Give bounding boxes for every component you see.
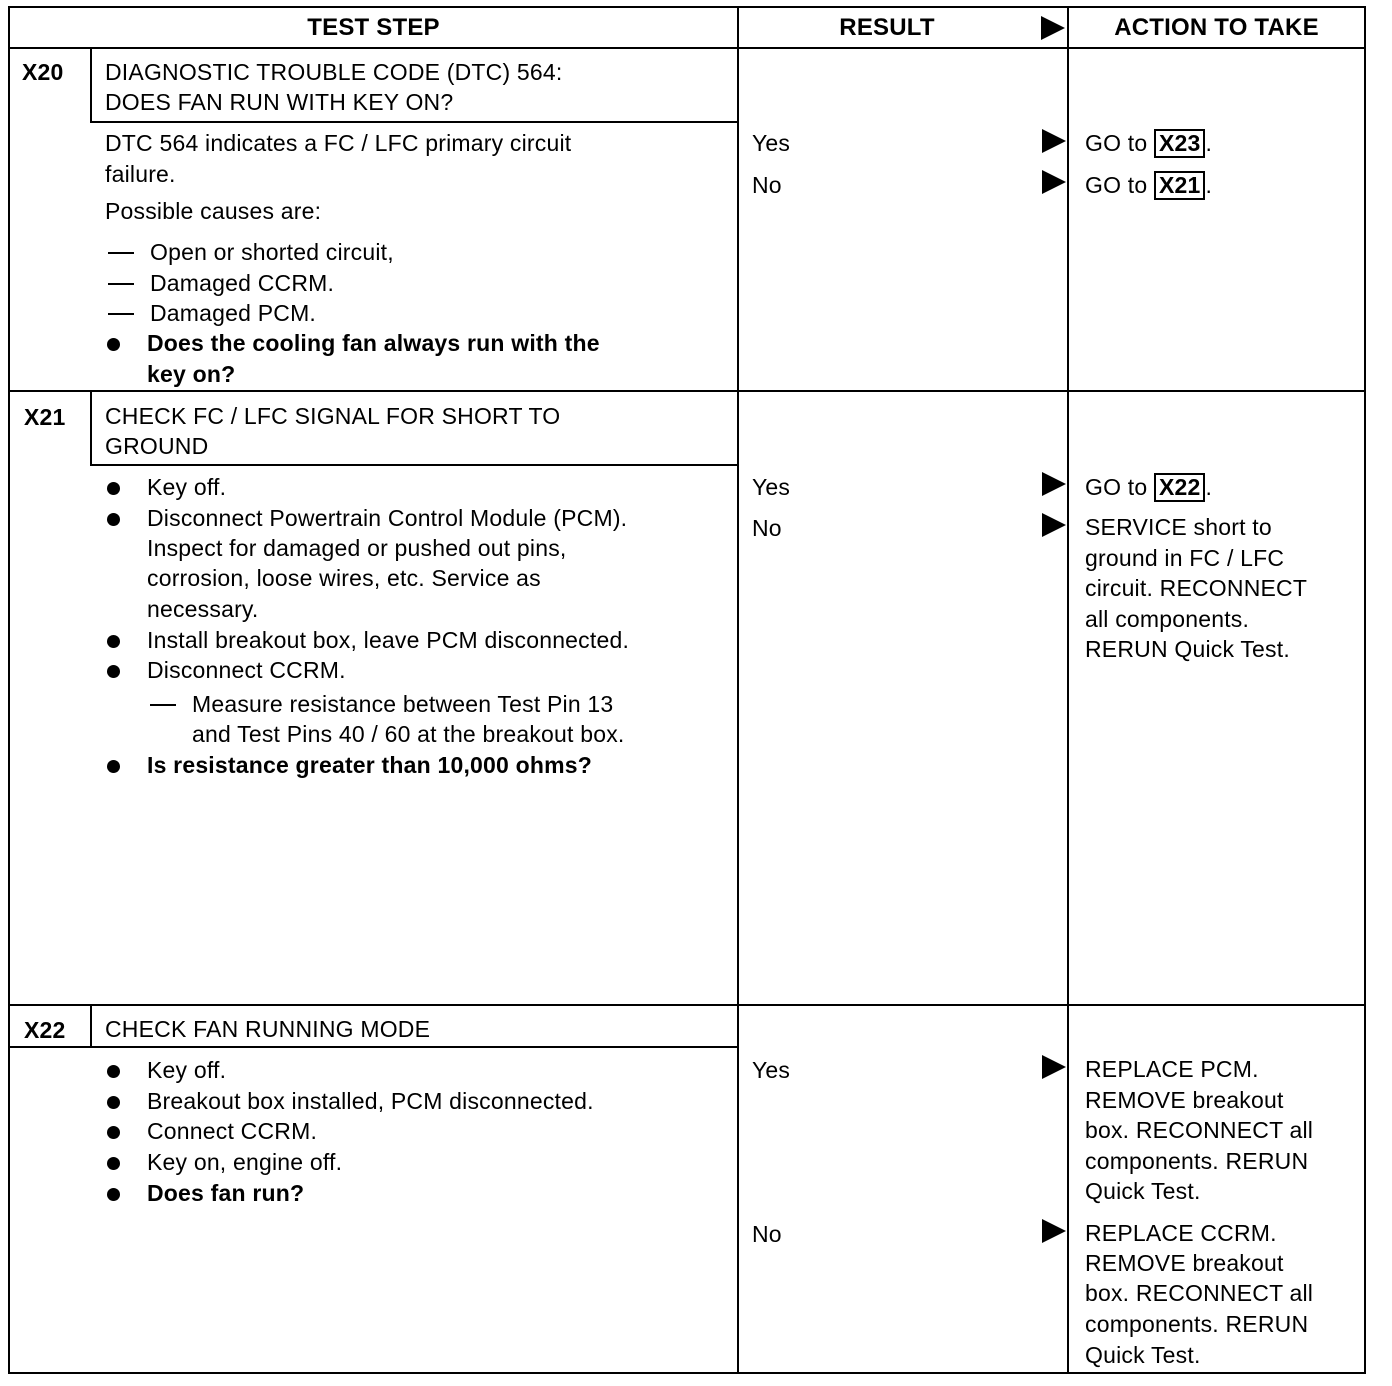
- rule-x22-title: [8, 1046, 737, 1048]
- x22-no-action-line1: REPLACE CCRM.: [1085, 1220, 1277, 1246]
- x22-step-3: Connect CCRM.: [147, 1118, 318, 1144]
- x22-no-action-line4: components. RERUN: [1085, 1311, 1309, 1337]
- x22-no-action-line2: REMOVE breakout: [1085, 1250, 1284, 1276]
- x21-title-line1: CHECK FC / LFC SIGNAL FOR SHORT TO: [105, 403, 561, 429]
- rule-x21-bottom: [8, 1004, 1366, 1006]
- bullet-icon: [107, 760, 120, 773]
- x22-question: Does fan run?: [147, 1180, 305, 1206]
- arrow-right-icon: [1042, 1219, 1066, 1243]
- x20-body-line1: DTC 564 indicates a FC / LFC primary circuit: [105, 130, 572, 156]
- x20-title-line2: DOES FAN RUN WITH KEY ON?: [105, 89, 454, 115]
- x22-yes-action-line3: box. RECONNECT all: [1085, 1117, 1314, 1143]
- x21-step-1: Key off.: [147, 474, 227, 500]
- x21-question: Is resistance greater than 10,000 ohms?: [147, 752, 593, 778]
- header-action: ACTION TO TAKE: [1114, 14, 1319, 41]
- rule-x20-bottom: [8, 390, 1366, 392]
- x20-possible-causes: Possible causes are:: [105, 198, 322, 224]
- x21-step-2-line3: corrosion, loose wires, etc. Service as: [147, 565, 541, 591]
- bullet-icon: [107, 482, 120, 495]
- step-ref-x21[interactable]: X21: [1154, 171, 1206, 200]
- bullet-icon: [107, 513, 120, 526]
- x20-title-line1: DIAGNOSTIC TROUBLE CODE (DTC) 564:: [105, 59, 563, 85]
- x21-step-4: Disconnect CCRM.: [147, 657, 346, 683]
- x20-action-no: GO to X21 .: [1085, 172, 1213, 198]
- x21-sub-line2: and Test Pins 40 / 60 at the breakout box.: [192, 721, 625, 747]
- x21-title-line2: GROUND: [105, 433, 209, 459]
- header-test-step: TEST STEP: [307, 14, 440, 41]
- header-result: RESULT: [839, 14, 935, 41]
- dash-icon: [108, 252, 134, 254]
- dash-icon: [150, 704, 176, 706]
- step-id-x20: X20: [22, 59, 64, 85]
- rule-right: [1364, 6, 1366, 1374]
- x21-result-no: No: [752, 515, 782, 541]
- x22-no-action-line3: box. RECONNECT all: [1085, 1280, 1314, 1306]
- header-arrow-icon: [1041, 16, 1065, 40]
- arrow-right-icon: [1042, 1055, 1066, 1079]
- x21-step-2-line4: necessary.: [147, 596, 259, 622]
- rule-result-left: [737, 6, 739, 1374]
- x20-cause-1: Open or shorted circuit,: [150, 239, 394, 265]
- x21-result-yes: Yes: [752, 474, 791, 500]
- step-id-x22: X22: [24, 1017, 66, 1043]
- x22-yes-action-line5: Quick Test.: [1085, 1178, 1201, 1204]
- x22-step-4: Key on, engine off.: [147, 1149, 343, 1175]
- x20-cause-2: Damaged CCRM.: [150, 270, 335, 296]
- x22-result-yes: Yes: [752, 1057, 791, 1083]
- arrow-right-icon: [1042, 513, 1066, 537]
- bullet-icon: [107, 1096, 120, 1109]
- arrow-right-icon: [1042, 170, 1066, 194]
- x21-no-action-line5: RERUN Quick Test.: [1085, 636, 1290, 662]
- rule-left: [8, 6, 10, 1374]
- x21-no-action-line2: ground in FC / LFC: [1085, 545, 1285, 571]
- rule-x21-id: [90, 390, 92, 466]
- rule-bottom: [8, 1372, 1366, 1374]
- bullet-icon: [107, 338, 120, 351]
- x21-no-action-line1: SERVICE short to: [1085, 514, 1272, 540]
- x20-question-line2: key on?: [147, 361, 236, 387]
- x20-result-no: No: [752, 172, 782, 198]
- rule-x20-title: [90, 121, 737, 123]
- x22-yes-action-line4: components. RERUN: [1085, 1148, 1309, 1174]
- x22-yes-action-line1: REPLACE PCM.: [1085, 1056, 1259, 1082]
- rule-x21-title: [90, 464, 737, 466]
- x22-no-action-line5: Quick Test.: [1085, 1342, 1201, 1368]
- x20-body-line2: failure.: [105, 161, 176, 187]
- bullet-icon: [107, 665, 120, 678]
- step-ref-x22[interactable]: X22: [1154, 473, 1206, 502]
- x21-no-action-line3: circuit. RECONNECT: [1085, 575, 1308, 601]
- bullet-icon: [107, 1065, 120, 1078]
- x21-action-yes: GO to X22 .: [1085, 474, 1213, 500]
- x22-yes-action-line2: REMOVE breakout: [1085, 1087, 1284, 1113]
- rule-x20-id: [90, 47, 92, 123]
- x20-result-yes: Yes: [752, 130, 791, 156]
- x20-cause-3: Damaged PCM.: [150, 300, 317, 326]
- arrow-right-icon: [1042, 472, 1066, 496]
- bullet-icon: [107, 1188, 120, 1201]
- x21-step-2-line2: Inspect for damaged or pushed out pins,: [147, 535, 567, 561]
- x22-step-2: Breakout box installed, PCM disconnected.: [147, 1088, 594, 1114]
- x21-sub-line1: Measure resistance between Test Pin 13: [192, 691, 614, 717]
- x22-result-no: No: [752, 1221, 782, 1247]
- x22-title: CHECK FAN RUNNING MODE: [105, 1016, 431, 1042]
- x21-step-2-line1: Disconnect Powertrain Control Module (PCM).: [147, 505, 628, 531]
- x21-step-3: Install breakout box, leave PCM disconnected.: [147, 627, 630, 653]
- dash-icon: [108, 283, 134, 285]
- dash-icon: [108, 313, 134, 315]
- bullet-icon: [107, 1157, 120, 1170]
- step-id-x21: X21: [24, 404, 66, 430]
- arrow-right-icon: [1042, 129, 1066, 153]
- rule-header-bottom: [8, 47, 1366, 49]
- rule-x22-id: [90, 1004, 92, 1048]
- x21-no-action-line4: all components.: [1085, 606, 1250, 632]
- rule-top: [8, 6, 1366, 8]
- bullet-icon: [107, 635, 120, 648]
- bullet-icon: [107, 1126, 120, 1139]
- rule-action-left: [1067, 6, 1069, 1374]
- x20-question-line1: Does the cooling fan always run with the: [147, 330, 600, 356]
- x20-action-yes: GO to X23 .: [1085, 130, 1213, 156]
- step-ref-x23[interactable]: X23: [1154, 129, 1206, 158]
- x22-step-1: Key off.: [147, 1057, 227, 1083]
